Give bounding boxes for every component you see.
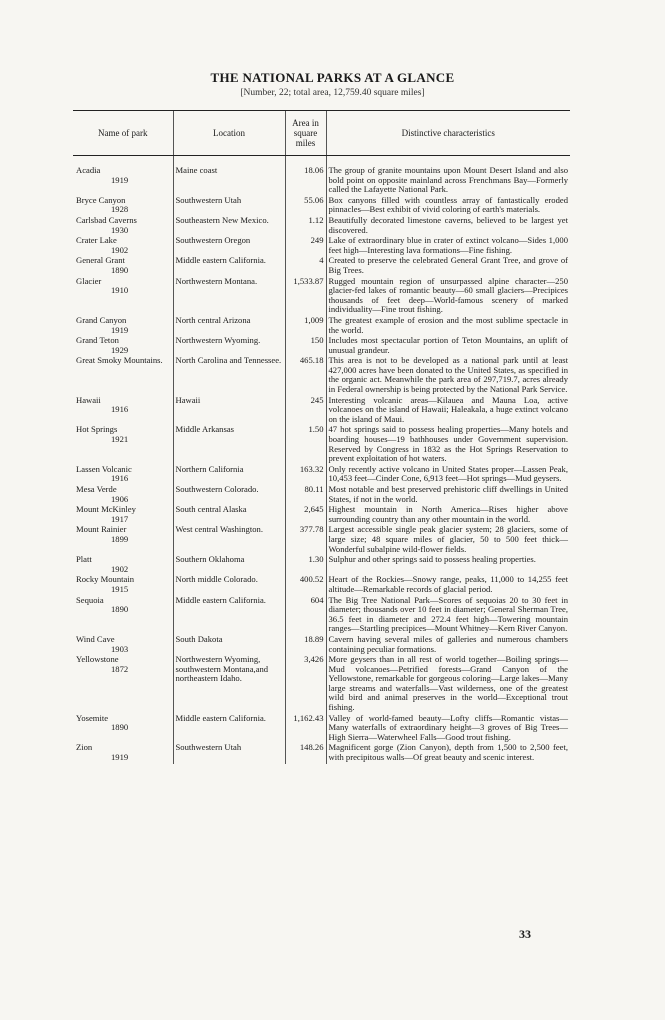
table-row bbox=[73, 196, 570, 216]
park-name-cell bbox=[73, 485, 173, 505]
park-characteristics: More geysers than in all rest of world together—Boiling springs—Mud volcanoes—Petrified forests—Grand Canyon of the Yellowstone, remarkable for gorgeous coloring—Large lakes—Many large streams and waterfalls—Vast wilderness, one of the greatest wild bird and animal preserves in the world—Exceptional trout fishing. bbox=[326, 655, 570, 714]
park-location: South Dakota bbox=[173, 635, 285, 655]
park-location: Northwestern Montana. bbox=[173, 277, 285, 316]
park-characteristics: Includes most spectacular portion of Teton Mountains, an uplift of unusual grandeur. bbox=[326, 336, 570, 356]
col-header-location: Location bbox=[173, 111, 285, 156]
park-name-cell bbox=[73, 596, 173, 635]
park-name: General Grant bbox=[76, 255, 125, 266]
park-area: 465.18 bbox=[285, 356, 326, 395]
park-area: 150 bbox=[285, 336, 326, 356]
park-year: 1890 bbox=[111, 264, 129, 275]
col-header-name: Name of park bbox=[73, 111, 173, 156]
park-year: 1917 bbox=[111, 513, 129, 524]
park-area: 18.89 bbox=[285, 635, 326, 655]
park-characteristics: Lake of extraordinary blue in crater of extinct volcano—Sides 1,000 feet high—Interesting lava formations—Fine fishing. bbox=[326, 236, 570, 256]
park-characteristics: The group of granite mountains upon Mount Desert Island and also bold point on opposite mainland across Frenchmans Bay—Formerly called the Lafayette National Park. bbox=[326, 166, 570, 196]
park-area: 4 bbox=[285, 256, 326, 276]
park-location: Middle eastern California. bbox=[173, 596, 285, 635]
park-characteristics: Box canyons filled with countless array of fantastically eroded pinnacles—Best exhibit of vivid coloring of earth's materials. bbox=[326, 196, 570, 216]
park-name: Grand Teton bbox=[76, 335, 119, 346]
col-header-characteristics: Distinctive characteristics bbox=[326, 111, 570, 156]
table-row bbox=[73, 596, 570, 635]
park-area: 1.50 bbox=[285, 425, 326, 464]
park-name: Mount Rainier bbox=[76, 524, 127, 535]
page-subtitle: [Number, 22; total area, 12,759.40 square miles] bbox=[240, 88, 425, 98]
park-name: Lassen Volcanic bbox=[76, 463, 132, 474]
table-row bbox=[73, 316, 570, 336]
park-characteristics: Interesting volcanic areas—Kilauea and Mauna Loa, active volcanoes on the island of Hawaii; Haleakala, a huge extinct volcano on the island of Maui. bbox=[326, 396, 570, 426]
park-location: Southwestern Colorado. bbox=[173, 485, 285, 505]
park-name-cell bbox=[73, 555, 173, 575]
park-year: 1902 bbox=[111, 563, 129, 574]
park-area: 1,009 bbox=[285, 316, 326, 336]
park-name: Mesa Verde bbox=[76, 484, 117, 494]
park-year: 1906 bbox=[111, 493, 129, 504]
park-year: 1916 bbox=[111, 404, 129, 415]
park-name: Platt bbox=[76, 554, 92, 565]
col-header-area: Area in square miles bbox=[285, 111, 326, 156]
park-year: 1890 bbox=[111, 604, 129, 615]
table-row bbox=[73, 277, 570, 316]
park-location: West central Washington. bbox=[173, 525, 285, 555]
park-name-cell bbox=[73, 216, 173, 236]
park-characteristics: The Big Tree National Park—Scores of sequoias 20 to 30 feet in diameter; thousands over 10 feet in diameter; General Sherman Tree, 36.5 feet in diameter and 272.4 feet high—Towering mountain ranges—Startling precipices—Mount Whitney—Kern River Canyon. bbox=[326, 596, 570, 635]
table-row bbox=[73, 525, 570, 555]
table-row bbox=[73, 655, 570, 714]
park-characteristics: Most notable and best preserved prehistoric cliff dwellings in United States, if not in the world. bbox=[326, 485, 570, 505]
park-location: Middle eastern California. bbox=[173, 256, 285, 276]
park-year: 1929 bbox=[111, 344, 129, 355]
park-area: 377.78 bbox=[285, 525, 326, 555]
park-location: North middle Colorado. bbox=[173, 575, 285, 595]
park-characteristics: Beautifully decorated limestone caverns, believed to be largest yet discovered. bbox=[326, 216, 570, 236]
table-row bbox=[73, 256, 570, 276]
park-name: Glacier bbox=[76, 275, 102, 286]
park-year: 1919 bbox=[111, 752, 129, 763]
park-location: North Carolina and Tennessee. bbox=[173, 356, 285, 395]
park-location: Southwestern Oregon bbox=[173, 236, 285, 256]
park-year: 1899 bbox=[111, 533, 129, 544]
park-location: Middle Arkansas bbox=[173, 425, 285, 464]
park-name-cell bbox=[73, 714, 173, 744]
park-name-cell bbox=[73, 236, 173, 256]
park-characteristics: Cavern having several miles of galleries and numerous chambers containing peculiar formations. bbox=[326, 635, 570, 655]
park-name: Hot Springs bbox=[76, 424, 118, 435]
park-name-cell bbox=[73, 655, 173, 714]
table-row bbox=[73, 555, 570, 575]
park-area: 1,533.87 bbox=[285, 277, 326, 316]
park-area: 249 bbox=[285, 236, 326, 256]
park-year: 1928 bbox=[111, 204, 129, 215]
park-characteristics: Heart of the Rockies—Snowy range, peaks, 11,000 to 14,255 feet altitude—Remarkable records of glacial period. bbox=[326, 575, 570, 595]
park-name-cell bbox=[73, 277, 173, 316]
park-location: Northwestern Wyoming. bbox=[173, 336, 285, 356]
park-area: 3,426 bbox=[285, 655, 326, 714]
park-year: 1910 bbox=[111, 285, 129, 296]
park-year: 1930 bbox=[111, 224, 129, 235]
park-name: Rocky Mountain bbox=[76, 574, 135, 585]
park-location: Southwestern Utah bbox=[173, 743, 285, 763]
table-row bbox=[73, 575, 570, 595]
park-name: Crater Lake bbox=[76, 235, 117, 246]
table-row bbox=[73, 425, 570, 464]
park-year: 1902 bbox=[111, 244, 129, 255]
park-characteristics: The greatest example of erosion and the most sublime spectacle in the world. bbox=[326, 316, 570, 336]
park-area: 18.06 bbox=[285, 166, 326, 196]
page-number: 33 bbox=[519, 927, 531, 941]
table-row bbox=[73, 166, 570, 196]
table-header-row bbox=[73, 111, 570, 156]
park-area: 1,162.43 bbox=[285, 714, 326, 744]
park-name: Grand Canyon bbox=[76, 314, 127, 325]
park-year: 1872 bbox=[111, 663, 129, 674]
park-characteristics: 47 hot springs said to possess healing properties—Many hotels and boarding houses—19 bathhouses under Government supervision. Reserved by Congress in 1832 as the Hot Springs Reservation to prevent exploitation of hot waters. bbox=[326, 425, 570, 464]
park-location: Southeastern New Mexico. bbox=[173, 216, 285, 236]
park-year: 1915 bbox=[111, 583, 129, 594]
park-name-cell bbox=[73, 196, 173, 216]
park-name: Wind Cave bbox=[76, 633, 115, 644]
park-location: Northern California bbox=[173, 465, 285, 485]
park-year: 1919 bbox=[111, 324, 129, 335]
table-row bbox=[73, 465, 570, 485]
park-location: Maine coast bbox=[173, 166, 285, 196]
park-characteristics: Highest mountain in North America—Rises higher above surrounding country than any other mountain in the world. bbox=[326, 505, 570, 525]
park-location: Middle eastern California. bbox=[173, 714, 285, 744]
park-area: 163.32 bbox=[285, 465, 326, 485]
park-name-cell bbox=[73, 336, 173, 356]
park-area: 1.30 bbox=[285, 555, 326, 575]
park-name-cell bbox=[73, 316, 173, 336]
park-name-cell bbox=[73, 575, 173, 595]
park-location: Southwestern Utah bbox=[173, 196, 285, 216]
park-year: 1919 bbox=[111, 174, 129, 185]
park-name-cell bbox=[73, 166, 173, 196]
park-area: 148.26 bbox=[285, 743, 326, 763]
park-name: Bryce Canyon bbox=[76, 194, 126, 205]
park-name-cell bbox=[73, 396, 173, 426]
table-body bbox=[73, 156, 570, 764]
park-name: Yosemite bbox=[76, 712, 109, 723]
park-year: 1903 bbox=[111, 643, 129, 654]
table-row bbox=[73, 714, 570, 744]
park-name-cell bbox=[73, 256, 173, 276]
park-characteristics: Rugged mountain region of unsurpassed alpine character—250 glacier-fed lakes of romantic beauty—60 small glaciers—Precipices thousands of feet deep—World-famous scenery of marked individuality—Fine trout fishing. bbox=[326, 277, 570, 316]
parks-table bbox=[73, 110, 570, 764]
park-area: 55.06 bbox=[285, 196, 326, 216]
park-characteristics: Valley of world-famed beauty—Lofty cliffs—Romantic vistas—Many waterfalls of extraordinary height—3 groves of Big Trees—High Sierra—Waterwheel Falls—Good trout fishing. bbox=[326, 714, 570, 744]
park-name: Acadia bbox=[76, 165, 101, 175]
park-name-cell bbox=[73, 465, 173, 485]
table-row bbox=[73, 743, 570, 763]
park-characteristics: Sulphur and other springs said to possess healing properties. bbox=[326, 555, 570, 575]
park-location: North central Arizona bbox=[173, 316, 285, 336]
table-row bbox=[73, 216, 570, 236]
park-year: 1890 bbox=[111, 722, 129, 733]
table-row bbox=[73, 356, 570, 395]
park-name: Hawaii bbox=[76, 394, 101, 405]
park-name: Sequoia bbox=[76, 594, 104, 605]
park-area: 400.52 bbox=[285, 575, 326, 595]
park-name: Great Smoky Mountains. bbox=[76, 355, 163, 366]
park-name: Carlsbad Caverns bbox=[76, 214, 137, 225]
park-name-cell bbox=[73, 525, 173, 555]
park-location: Northwestern Wyoming, southwestern Montana,and northeastern Idaho. bbox=[173, 655, 285, 714]
park-year: 1921 bbox=[111, 434, 129, 445]
park-characteristics: Created to preserve the celebrated General Grant Tree, and grove of Big Trees. bbox=[326, 256, 570, 276]
park-year: 1916 bbox=[111, 473, 129, 484]
park-name: Mount McKinley bbox=[76, 504, 136, 515]
park-characteristics: Only recently active volcano in United States proper—Lassen Peak, 10,453 feet—Cinder Cone, 6,913 feet—Hot springs—Mud geysers. bbox=[326, 465, 570, 485]
table-row bbox=[73, 505, 570, 525]
table-row bbox=[73, 635, 570, 655]
park-name-cell bbox=[73, 356, 173, 395]
table-row bbox=[73, 485, 570, 505]
table-row bbox=[73, 236, 570, 256]
table-row bbox=[73, 336, 570, 356]
park-area: 2,645 bbox=[285, 505, 326, 525]
park-name: Yellowstone bbox=[76, 654, 119, 665]
park-name-cell bbox=[73, 425, 173, 464]
park-name-cell bbox=[73, 505, 173, 525]
park-area: 245 bbox=[285, 396, 326, 426]
park-location: Hawaii bbox=[173, 396, 285, 426]
park-name-cell bbox=[73, 635, 173, 655]
park-location: Southern Oklahoma bbox=[173, 555, 285, 575]
park-area: 604 bbox=[285, 596, 326, 635]
park-area: 1.12 bbox=[285, 216, 326, 236]
park-area: 80.11 bbox=[285, 485, 326, 505]
park-characteristics: This area is not to be developed as a national park until at least 427,000 acres have been donated to the United States, as specified in the organic act. Meanwhile the park area of 297,719.7, acres already in Federal ownership is being protected by the National Park Service. bbox=[326, 356, 570, 395]
park-name-cell bbox=[73, 743, 173, 763]
table-row bbox=[73, 396, 570, 426]
page-title: THE NATIONAL PARKS AT A GLANCE bbox=[210, 70, 455, 85]
park-location: South central Alaska bbox=[173, 505, 285, 525]
park-characteristics: Magnificent gorge (Zion Canyon), depth from 1,500 to 2,500 feet, with precipitous walls—Of great beauty and scenic interest. bbox=[326, 743, 570, 763]
park-name: Zion bbox=[76, 742, 93, 753]
park-characteristics: Largest accessible single peak glacier system; 28 glaciers, some of large size; 48 square miles of glacier, 50 to 500 feet thick—Wonderful subalpine wild-flower fields. bbox=[326, 525, 570, 555]
